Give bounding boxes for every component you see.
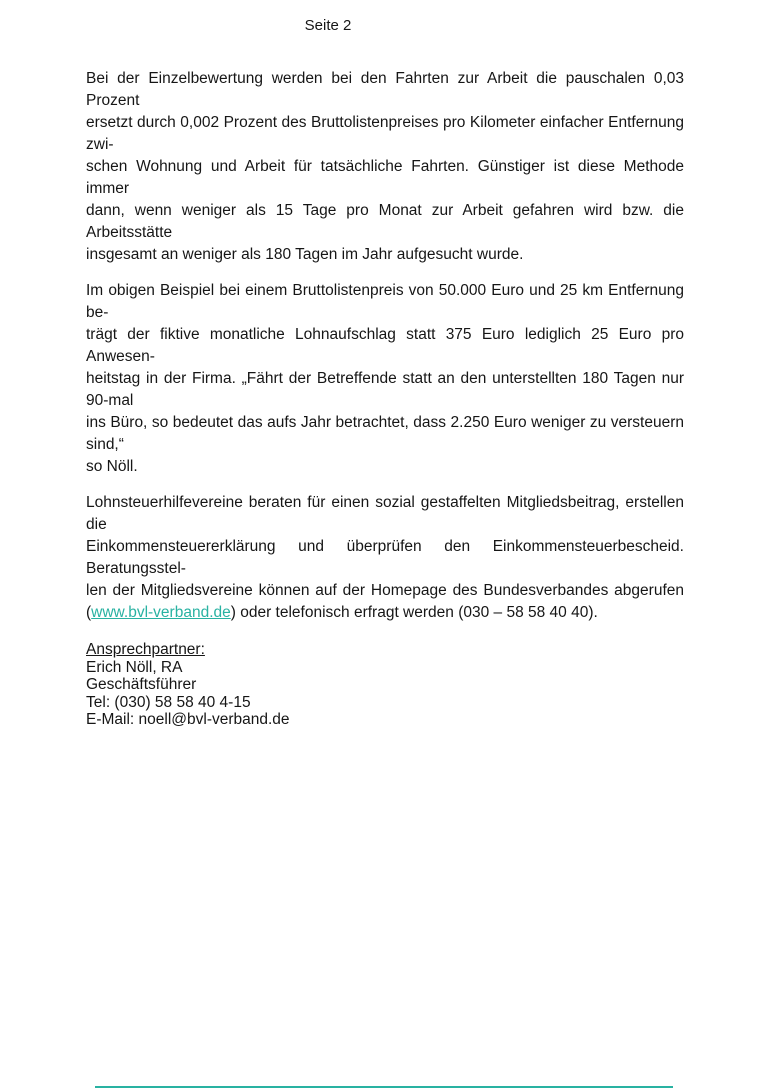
paragraph-line: ersetzt durch 0,002 Prozent des Bruttolistenpreises pro Kilometer einfacher Entfernung zwi- <box>86 114 684 153</box>
paragraph-line: insgesamt an weniger als 180 Tagen im Jahr aufgesucht wurde. <box>86 246 524 263</box>
paragraph-line: Bei der Einzelbewertung werden bei den Fahrten zur Arbeit die pauschalen 0,03 Prozent <box>86 70 684 109</box>
link-line-prefix: ( <box>86 604 92 621</box>
paragraph-line <box>86 602 684 624</box>
contact-role: Geschäftsführer <box>86 676 197 693</box>
contact-email: E-Mail: noell@bvl-verband.de <box>86 711 290 728</box>
paragraph <box>86 492 684 624</box>
paragraph-line: len der Mitgliedsvereine können auf der Homepage des Bundesverbandes abgerufen <box>86 582 684 599</box>
contact-heading: Ansprechpartner: <box>86 641 205 658</box>
paragraph-line: so Nöll. <box>86 458 138 475</box>
paragraph-line: Lohnsteuerhilfevereine beraten für einen sozial gestaffelten Mitgliedsbeitrag, erstellen die <box>86 494 684 533</box>
bvl-website-link[interactable]: www.bvl-verband.de <box>91 604 231 621</box>
footer-rule <box>95 1086 673 1088</box>
contact-phone: Tel: (030) 58 58 40 4-15 <box>86 693 251 711</box>
paragraph <box>86 280 684 478</box>
page-number: Seite 2 <box>304 17 352 34</box>
paragraph-line: trägt der fiktive monatliche Lohnaufschlag statt 375 Euro lediglich 25 Euro pro Anwesen- <box>86 326 684 365</box>
paragraph-line: schen Wohnung und Arbeit für tatsächliche Fahrten. Günstiger ist diese Methode immer <box>86 158 684 197</box>
contact-block <box>86 641 684 729</box>
contact-name: Erich Nöll, RA <box>86 658 183 676</box>
paragraph-line: Im obigen Beispiel bei einem Bruttolistenpreis von 50.000 Euro und 25 km Entfernung be- <box>86 282 684 321</box>
link-line-suffix: ) oder telefonisch erfragt werden (030 – 58 58 40 40). <box>230 604 598 621</box>
paragraph-line: Einkommensteuererklärung und überprüfen den Einkommensteuerbescheid. Beratungsstel- <box>86 538 684 577</box>
paragraph <box>86 68 684 266</box>
paragraph-line: ins Büro, so bedeutet das aufs Jahr betrachtet, dass 2.250 Euro weniger zu versteuern sind,“ <box>86 414 684 453</box>
paragraph-line: heitstag in der Firma. „Fährt der Betreffende statt an den unterstellten 180 Tagen nur 90-mal <box>86 370 684 409</box>
document-body <box>86 68 684 729</box>
paragraph-line: dann, wenn weniger als 15 Tage pro Monat zur Arbeit gefahren wird bzw. die Arbeitsstätte <box>86 202 684 241</box>
